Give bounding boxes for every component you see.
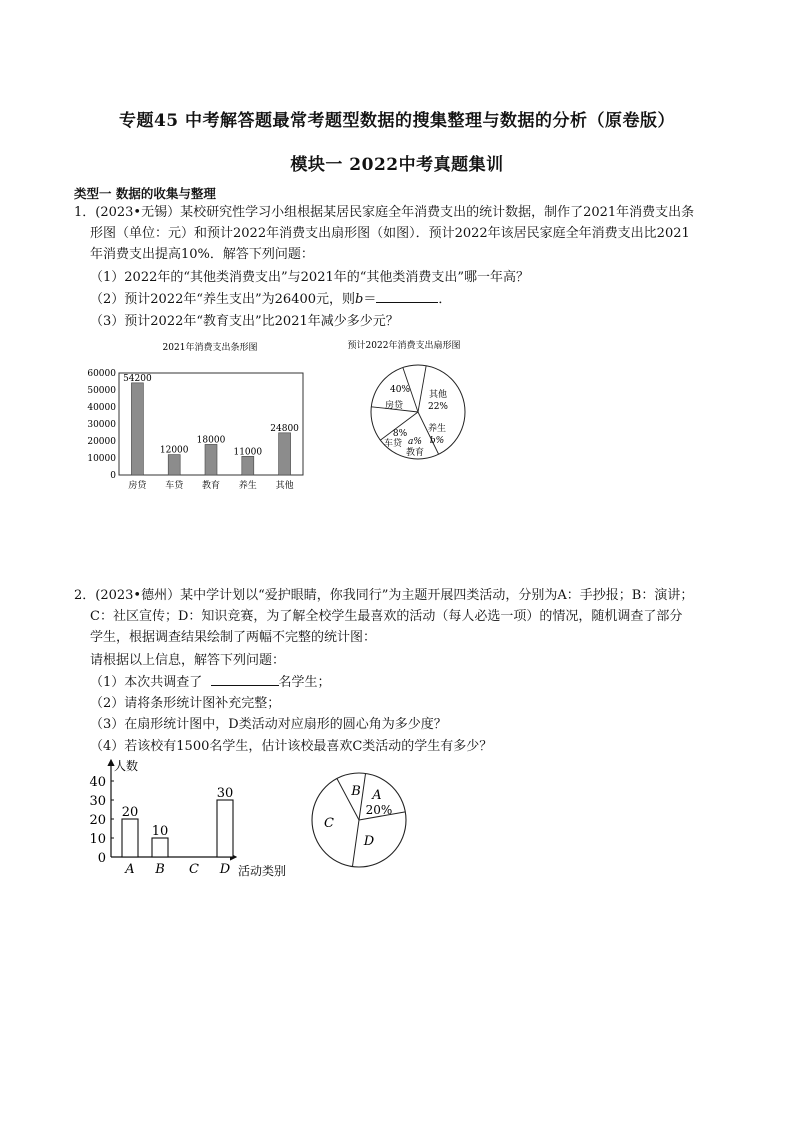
q1-bar [205,444,217,475]
pie-label-other: 其他 [428,390,448,400]
q1-ytick-label: 10000 [87,454,116,464]
q1-category-label: 其他 [275,481,294,491]
pie-label-health-pct: b% [429,436,445,446]
q1-ytick-label: 30000 [87,420,116,430]
q2-bar-value-label: 30 [216,786,234,801]
q1-line-1: 1．(2023•无锡）某校研究性学习小组根据某居民家庭全年消费支出的统计数据，制作了2021年消费支出条 [74,205,695,220]
q2-category-label: A [125,862,135,877]
q1-sub-2-text: （2）预计2022年“养生支出”为26400元，则 [90,292,356,307]
q1-ytick-label: 50000 [87,386,116,396]
q2-y-axis-label: 人数 [114,759,139,773]
q1-bar-value-label: 24800 [270,423,299,434]
q1-line-3: 年消费支出提高10%．解答下列问题： [90,247,314,262]
q1-category-label: 养生 [238,481,257,491]
document-title: 专题45 中考解答题最常考题型数据的搜集整理与数据的分析（原卷版） [118,111,676,131]
q1-bar-value-label: 18000 [196,435,226,446]
q2-line-1: 2．(2023•德州）某中学计划以“爱护眼睛，你我同行”为主题开展四类活动，分别为A：手抄报；B：演讲； [74,588,694,603]
q1-bar [279,433,291,475]
q2-bar [152,838,168,857]
q1-line-2: 形图（单位：元）和预计2022年消费支出扇形图（如图）．预计2022年该居民家庭全年消费支出比2021 [90,226,690,241]
q1-ytick-label: 20000 [87,437,116,447]
q2-bar [122,819,138,857]
pie-label-edu-pct: a% [408,437,422,447]
q1-sub-2 [90,290,451,309]
q1-bar-chart-title: 2021年消费支出条形图 [162,343,258,353]
q1-ytick-label: 0 [110,471,116,481]
q2-line-4: 请根据以上信息，解答下列问题： [90,653,286,668]
q1-sub-2-eq: ＝ [363,292,377,307]
q2-answer-blank[interactable] [211,673,279,686]
q2-pie-label-a-pct: 20% [365,803,393,817]
pie-label-other-pct: 22% [427,402,449,412]
q2-bar-chart [86,756,316,882]
q1-bar [131,383,143,475]
q2-sub-1-text: （1）本次共调查了 [90,675,203,690]
q2-category-label: C [189,862,199,877]
q2-bar-value-label: 20 [121,805,139,820]
q1-ytick-label: 40000 [87,403,116,413]
q2-pie-label-c: C [324,816,334,831]
q2-x-axis-label: 活动类别 [238,864,287,878]
q1-answer-blank[interactable] [376,290,438,303]
q2-ytick-label: 20 [89,813,106,828]
q2-pie-label-a: A [372,788,382,803]
q2-category-label: D [219,862,231,877]
section-heading: 类型一 数据的收集与整理 [74,186,216,201]
q2-pie-label-b: B [351,784,361,799]
q1-category-label: 教育 [201,481,221,491]
q1-bar-value-label: 12000 [159,445,189,456]
q1-ytick-label: 60000 [87,369,116,379]
q2-sub-4: （4）若该校有1500名学生，估计该校最喜欢C类活动的学生有多少？ [90,739,493,754]
q1-category-label: 房贷 [128,481,147,491]
q2-sub-1 [90,673,331,692]
q2-line-3: 学生，根据调查结果绘制了两幅不完整的统计图： [90,630,377,645]
q1-pie-chart-title: 预计2022年消费支出扇形图 [347,341,461,351]
q2-bar [217,800,233,857]
q1-bar [168,455,180,475]
pie-label-house-pct: 40% [389,385,411,395]
module-title: 模块一 2022中考真题集训 [290,155,504,175]
q1-category-label: 车贷 [165,481,184,491]
q1-bar-chart [86,338,316,500]
q1-bar [242,456,254,475]
pie-label-house: 房贷 [384,401,404,411]
q1-sub-2-var: b [355,292,364,307]
q2-ytick-label: 40 [89,775,106,790]
q2-sub-3: （3）在扇形统计图中，D类活动对应扇形的圆心角为多少度？ [90,717,447,732]
q2-sub-2: （2）请将条形统计图补充完整； [90,696,281,711]
pie-label-health: 养生 [427,424,447,434]
q1-pie-chart [330,336,490,466]
q1-bar-value-label: 54200 [123,373,152,384]
pie-label-car-pct: 8% [392,429,408,439]
q2-pie-chart [306,770,416,870]
q2-ytick-label: 30 [89,794,106,809]
q1-bar-value-label: 11000 [233,447,263,458]
q2-sub-1-end: 名学生； [278,675,331,690]
q2-bar-value-label: 10 [151,824,169,839]
q2-ytick-label: 10 [89,832,106,847]
q1-sub-1: （1）2022年的“其他类消费支出”与2021年的“其他类消费支出”哪一年高？ [90,270,530,285]
q2-category-label: B [155,862,165,877]
q2-line-2: C：社区宣传；D：知识竞赛，为了解全校学生最喜欢的活动（每人必选一项）的情况，随机调查了部分 [90,609,683,624]
pie-label-car: 车贷 [383,439,403,449]
q2-ytick-label: 0 [97,851,106,866]
q2-pie-label-d: D [363,834,375,849]
q1-sub-2-end: ． [438,292,452,307]
q1-sub-3: （3）预计2022年“教育支出”比2021年减少多少元？ [90,314,399,329]
pie-label-edu: 教育 [405,448,425,458]
